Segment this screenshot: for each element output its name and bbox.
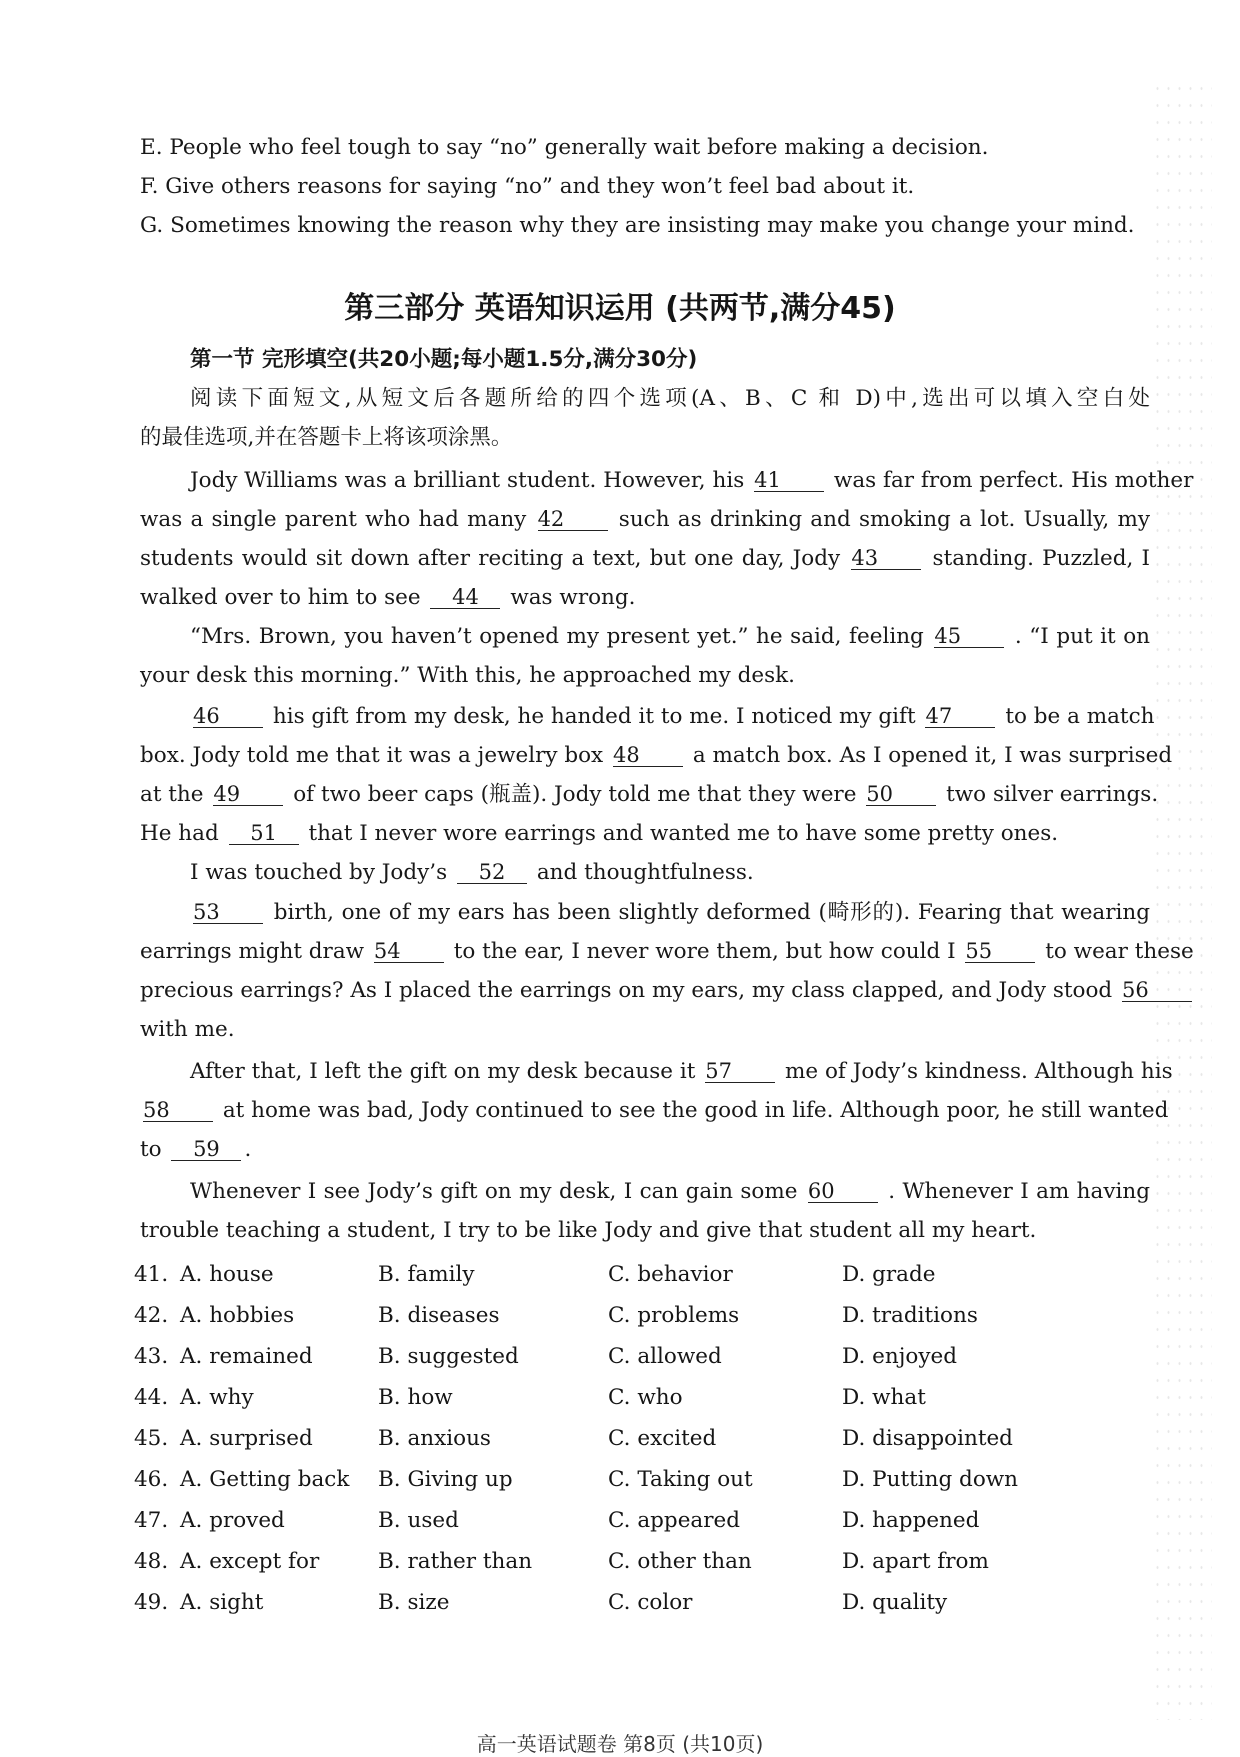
blank-41: 41 bbox=[754, 469, 824, 492]
passage-line bbox=[140, 1015, 1150, 1045]
passage-text: with me. bbox=[140, 1017, 235, 1042]
passage-text: to wear these bbox=[1045, 939, 1194, 964]
passage-text: box. Jody told me that it was a jewelry box bbox=[140, 743, 604, 768]
option-a[interactable]: A. hobbies bbox=[180, 1303, 295, 1328]
passage-line bbox=[190, 622, 1150, 652]
passage-line bbox=[190, 466, 1194, 496]
part-title: 第三部分 英语知识运用 (共两节,满分45) bbox=[344, 291, 896, 326]
passage-text: to bbox=[140, 1137, 162, 1162]
blank-51: 51 bbox=[229, 822, 299, 845]
blank-54: 54 bbox=[374, 940, 444, 963]
option-b[interactable]: B. used bbox=[378, 1508, 459, 1533]
option-d[interactable]: D. disappointed bbox=[842, 1426, 1013, 1451]
option-b[interactable]: B. how bbox=[378, 1385, 453, 1410]
blank-45: 45 bbox=[934, 625, 1004, 648]
option-b[interactable]: B. Giving up bbox=[378, 1467, 513, 1492]
passage-text: of two beer caps (瓶盖). Jody told me that they were bbox=[293, 782, 857, 807]
passage-text: birth, one of my ears has been slightly deformed (畸形的). Fearing that wearing bbox=[273, 900, 1150, 925]
passage-line bbox=[140, 819, 1150, 849]
passage-text: and thoughtfulness. bbox=[536, 860, 754, 885]
passage-line bbox=[140, 1216, 1150, 1246]
passage-line bbox=[140, 505, 1150, 535]
question-42 bbox=[134, 1303, 1154, 1333]
blank-46: 46 bbox=[193, 705, 263, 728]
passage-line bbox=[140, 661, 1150, 691]
passage-text: was wrong. bbox=[510, 585, 636, 610]
blank-47: 47 bbox=[925, 705, 995, 728]
question-number: 48. bbox=[134, 1549, 169, 1574]
passage-text: to the ear, I never wore them, but how could I bbox=[453, 939, 956, 964]
passage-line bbox=[190, 1057, 1173, 1087]
passage-text: me of Jody’s kindness. Although his bbox=[785, 1059, 1173, 1084]
option-label: E. bbox=[140, 135, 163, 160]
question-number: 43. bbox=[134, 1344, 169, 1369]
question-number: 46. bbox=[134, 1467, 169, 1492]
passage-text: to be a match bbox=[1005, 704, 1155, 729]
passage-line bbox=[140, 583, 1150, 613]
question-45 bbox=[134, 1426, 1154, 1456]
option-e bbox=[140, 133, 1150, 163]
blank-43: 43 bbox=[851, 547, 921, 570]
question-48 bbox=[134, 1549, 1154, 1579]
passage-text: Whenever I see Jody’s gift on my desk, I can gain some bbox=[190, 1179, 798, 1204]
passage-text: . “I put it on bbox=[1014, 624, 1150, 649]
option-c[interactable]: C. other than bbox=[608, 1549, 752, 1574]
option-g bbox=[140, 211, 1150, 241]
passage-line bbox=[140, 937, 1194, 967]
question-number: 45. bbox=[134, 1426, 169, 1451]
question-41 bbox=[134, 1262, 1154, 1292]
passage-text: at home was bad, Jody continued to see the good in life. Although poor, he still wanted bbox=[222, 1098, 1169, 1123]
option-d[interactable]: D. grade bbox=[842, 1262, 936, 1287]
option-a[interactable]: A. sight bbox=[180, 1590, 264, 1615]
option-c[interactable]: C. color bbox=[608, 1590, 693, 1615]
passage-text: that I never wore earrings and wanted me to have some pretty ones. bbox=[308, 821, 1059, 846]
page-footer: 高一英语试题卷 第8页 (共10页) bbox=[476, 1732, 764, 1756]
option-label: F. bbox=[140, 174, 159, 199]
passage-text: at the bbox=[140, 782, 204, 807]
option-a[interactable]: A. surprised bbox=[180, 1426, 313, 1451]
passage-text: He had bbox=[140, 821, 219, 846]
passage-line bbox=[140, 1135, 1150, 1165]
passage-line bbox=[190, 1177, 1150, 1207]
question-number: 41. bbox=[134, 1262, 169, 1287]
blank-49: 49 bbox=[213, 783, 283, 806]
option-d[interactable]: D. traditions bbox=[842, 1303, 978, 1328]
option-a[interactable]: A. remained bbox=[180, 1344, 313, 1369]
passage-text: earrings might draw bbox=[140, 939, 365, 964]
passage-text: trouble teaching a student, I try to be like Jody and give that student all my heart. bbox=[140, 1218, 1037, 1243]
passage-text: a match box. As I opened it, I was surprised bbox=[692, 743, 1173, 768]
passage-line bbox=[190, 898, 1150, 928]
option-text: Give others reasons for saying “no” and they won’t feel bad about it. bbox=[165, 174, 915, 199]
passage-text: your desk this morning.” With this, he approached my desk. bbox=[140, 663, 795, 688]
blank-42: 42 bbox=[538, 508, 608, 531]
option-b[interactable]: B. anxious bbox=[378, 1426, 491, 1451]
question-number: 49. bbox=[134, 1590, 169, 1615]
option-b[interactable]: B. diseases bbox=[378, 1303, 500, 1328]
blank-48: 48 bbox=[613, 744, 683, 767]
option-text: People who feel tough to say “no” generally wait before making a decision. bbox=[169, 135, 989, 160]
passage-line bbox=[140, 1096, 1169, 1126]
blank-50: 50 bbox=[866, 783, 936, 806]
option-c[interactable]: C. appeared bbox=[608, 1508, 741, 1533]
question-47 bbox=[134, 1508, 1154, 1538]
option-c[interactable]: C. Taking out bbox=[608, 1467, 753, 1492]
passage-text: precious earrings? As I placed the earrings on my ears, my class clapped, and Jody stood bbox=[140, 978, 1113, 1003]
question-number: 47. bbox=[134, 1508, 169, 1533]
passage-line bbox=[140, 741, 1173, 771]
passage-line bbox=[190, 702, 1155, 732]
passage-text: . bbox=[244, 1137, 252, 1162]
option-f bbox=[140, 172, 1150, 202]
passage-text: “Mrs. Brown, you haven’t opened my present yet.” he said, feeling bbox=[190, 624, 924, 649]
section-title: 第一节 完形填空(共20小题;每小题1.5分,满分30分) bbox=[190, 347, 698, 372]
option-d[interactable]: D. apart from bbox=[842, 1549, 989, 1574]
option-d[interactable]: D. what bbox=[842, 1385, 926, 1410]
option-b[interactable]: B. suggested bbox=[378, 1344, 519, 1369]
instructions-line-1: 阅读下面短文,从短文后各题所给的四个选项(A、B、C 和 D)中,选出可以填入空白处 bbox=[190, 386, 1150, 411]
passage-text: his gift from my desk, he handed it to me. I noticed my gift bbox=[272, 704, 916, 729]
blank-56: 56 bbox=[1122, 979, 1192, 1002]
option-c[interactable]: C. excited bbox=[608, 1426, 717, 1451]
option-b[interactable]: B. size bbox=[378, 1590, 450, 1615]
passage-text: Jody Williams was a brilliant student. However, his bbox=[190, 468, 745, 493]
blank-53: 53 bbox=[193, 901, 263, 924]
question-49 bbox=[134, 1590, 1154, 1620]
option-b[interactable]: B. rather than bbox=[378, 1549, 533, 1574]
option-a[interactable]: A. except for bbox=[180, 1549, 320, 1574]
option-b[interactable]: B. family bbox=[378, 1262, 475, 1287]
blank-57: 57 bbox=[705, 1060, 775, 1083]
passage-text: . Whenever I am having bbox=[888, 1179, 1150, 1204]
blank-58: 58 bbox=[143, 1099, 213, 1122]
option-c[interactable]: C. behavior bbox=[608, 1262, 733, 1287]
passage-text: was far from perfect. His mother bbox=[833, 468, 1194, 493]
passage-text: I was touched by Jody’s bbox=[190, 860, 448, 885]
option-a[interactable]: A. why bbox=[180, 1385, 254, 1410]
option-c[interactable]: C. problems bbox=[608, 1303, 740, 1328]
passage-line bbox=[140, 976, 1150, 1006]
instructions-line-2: 的最佳选项,并在答题卡上将该项涂黑。 bbox=[140, 425, 513, 450]
passage-line bbox=[140, 780, 1159, 810]
option-c[interactable]: C. who bbox=[608, 1385, 683, 1410]
option-d[interactable]: D. Putting down bbox=[842, 1467, 1019, 1492]
blank-55: 55 bbox=[965, 940, 1035, 963]
question-number: 44. bbox=[134, 1385, 169, 1410]
option-d[interactable]: D. enjoyed bbox=[842, 1344, 957, 1369]
passage-text: After that, I left the gift on my desk because it bbox=[190, 1059, 696, 1084]
question-46 bbox=[134, 1467, 1154, 1497]
passage-text: standing. Puzzled, I bbox=[932, 546, 1151, 571]
option-d[interactable]: D. happened bbox=[842, 1508, 980, 1533]
blank-52: 52 bbox=[457, 861, 527, 884]
passage-text: two silver earrings. bbox=[946, 782, 1159, 807]
passage-text: students would sit down after reciting a text, but one day, Jody bbox=[140, 546, 841, 571]
blank-60: 60 bbox=[808, 1180, 878, 1203]
option-a[interactable]: A. proved bbox=[180, 1508, 285, 1533]
question-44 bbox=[134, 1385, 1154, 1415]
passage-text: was a single parent who had many bbox=[140, 507, 527, 532]
passage-text: such as drinking and smoking a lot. Usually, my bbox=[618, 507, 1150, 532]
option-text: Sometimes knowing the reason why they are insisting may make you change your mind. bbox=[170, 213, 1135, 238]
blank-59: 59 bbox=[171, 1138, 241, 1161]
passage-text: walked over to him to see bbox=[140, 585, 421, 610]
passage-line bbox=[140, 544, 1150, 574]
passage-line bbox=[190, 858, 1150, 888]
question-43 bbox=[134, 1344, 1154, 1374]
option-c[interactable]: C. allowed bbox=[608, 1344, 722, 1369]
option-a[interactable]: A. Getting back bbox=[180, 1467, 350, 1492]
option-label: G. bbox=[140, 213, 164, 238]
blank-44: 44 bbox=[430, 586, 500, 609]
option-d[interactable]: D. quality bbox=[842, 1590, 948, 1615]
question-number: 42. bbox=[134, 1303, 169, 1328]
option-a[interactable]: A. house bbox=[180, 1262, 274, 1287]
